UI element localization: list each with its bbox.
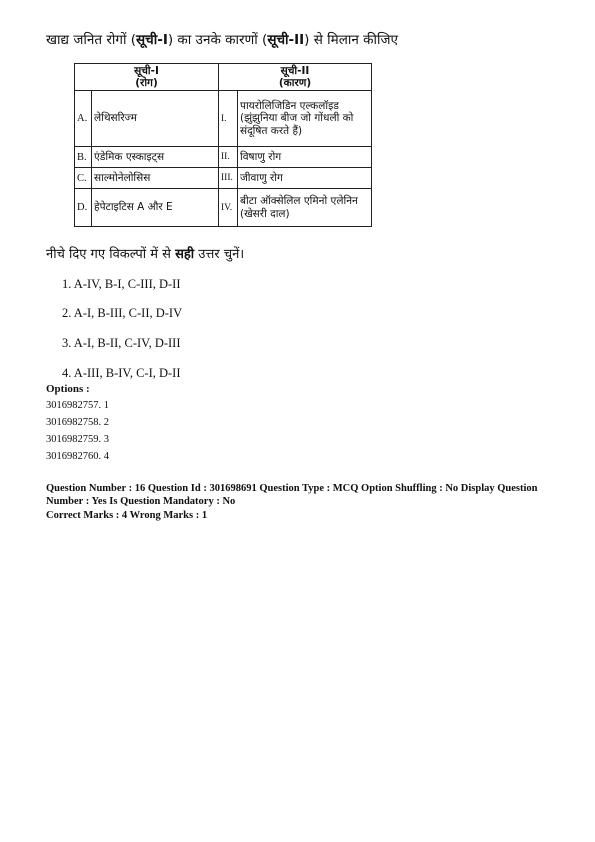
answer-choice-3[interactable]: 3. A-I, B-II, C-IV, D-III: [62, 336, 181, 350]
question-text-part: खाद्य जनित रोगों (: [46, 32, 137, 48]
table-header-row: [75, 64, 372, 91]
question-text-part: ) का उनके कारणों (: [167, 32, 268, 48]
instruction-part: उत्तर चुनें।: [194, 247, 245, 262]
row-left-text: एंडेमिक एस्काइट्स: [92, 147, 219, 168]
row-left-text: साल्मोनेलोसिस: [92, 168, 219, 189]
table-row: [75, 168, 372, 189]
row-right-label: II.: [219, 147, 238, 168]
options-heading: Options :: [46, 383, 90, 395]
table-row: [75, 147, 372, 168]
table-row: [75, 91, 372, 147]
list1-header-subtitle: (रोग): [135, 77, 158, 90]
row-right-text: जीवाणु रोग: [238, 168, 372, 189]
table-row: [75, 189, 372, 227]
row-right-text: बीटा ऑक्सेलिल एमिनो एलेनिन (खेसरी दाल): [238, 189, 372, 227]
option-id: 3016982760. 4: [46, 451, 109, 462]
list2-header: [219, 64, 372, 91]
option-id: 3016982759. 3: [46, 434, 109, 445]
row-left-label: A.: [75, 91, 92, 147]
row-left-label: B.: [75, 147, 92, 168]
row-right-text: विषाणु रोग: [238, 147, 372, 168]
list1-label: सूची-I: [136, 32, 168, 48]
row-left-text: हेपेटाइटिस A और E: [92, 189, 219, 227]
row-right-label: III.: [219, 168, 238, 189]
answer-choice-4[interactable]: 4. A-III, B-IV, C-I, D-II: [62, 366, 181, 380]
answer-choice-2[interactable]: 2. A-I, B-III, C-II, D-IV: [62, 306, 183, 320]
list2-header-subtitle: (कारण): [278, 77, 312, 90]
option-id: 3016982757. 1: [46, 400, 109, 411]
row-left-label: C.: [75, 168, 92, 189]
question-text: [46, 30, 398, 48]
list2-label: सूची-II: [267, 32, 305, 48]
row-left-label: D.: [75, 189, 92, 227]
question-text-part: ) से मिलान कीजिए: [304, 32, 398, 48]
row-left-text: लेथिसरिज्म: [92, 91, 219, 147]
question-metadata: Question Number : 16 Question Id : 301698691 Question Type : MCQ Option Shuffling : No Display Question Number : Yes Is Question Mandatory : No: [46, 483, 538, 507]
row-right-label: IV.: [219, 189, 238, 227]
instruction-part: नीचे दिए गए विकल्पों में से: [46, 247, 176, 262]
option-id: 3016982758. 2: [46, 417, 109, 428]
row-right-text: पायरोलिजिडिन एल्कलॉइड (झुंझुनिया बीज जो गोंधली को संदूषित करते हैं): [238, 91, 372, 147]
marks-info: Correct Marks : 4 Wrong Marks : 1: [46, 510, 208, 521]
list2-header-title: सूची-II: [280, 65, 310, 77]
instruction-emphasis: सही: [175, 247, 195, 262]
matching-table: [74, 63, 372, 227]
row-right-label: I.: [219, 91, 238, 147]
answer-choice-1[interactable]: 1. A-IV, B-I, C-III, D-II: [62, 277, 181, 291]
instruction-text: [46, 244, 244, 262]
list1-header: [75, 64, 219, 91]
list1-header-title: सूची-I: [134, 65, 159, 77]
